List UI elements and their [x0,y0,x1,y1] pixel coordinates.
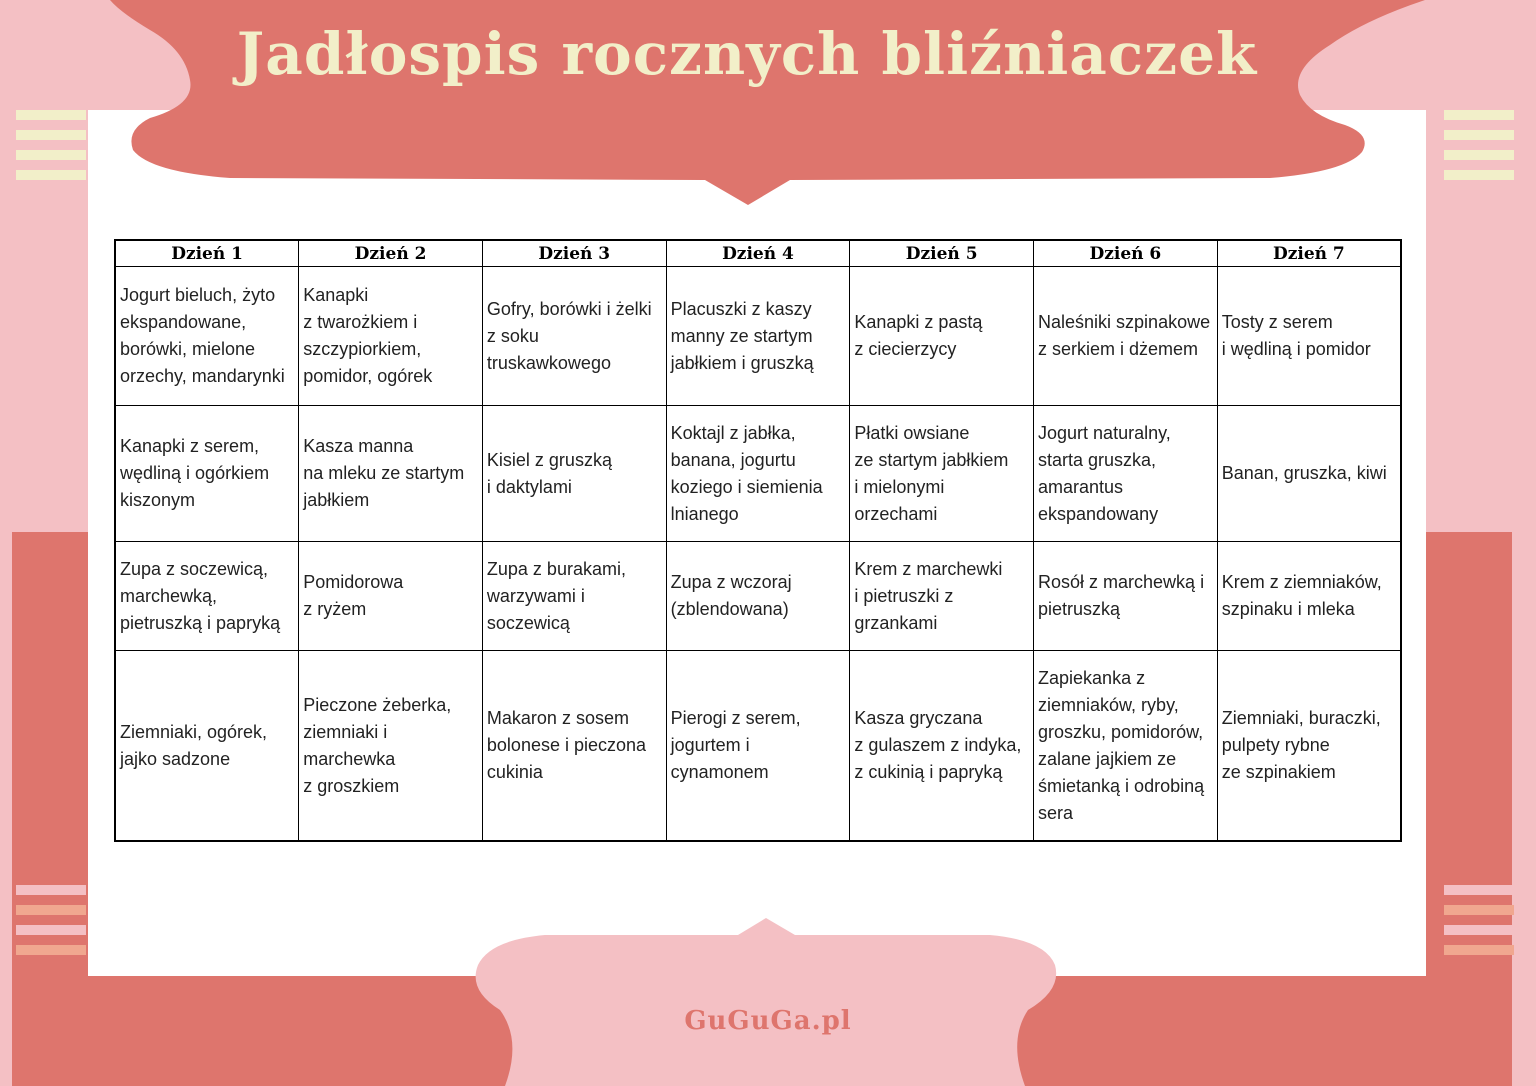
table-cell: Kanapki z twarożkiem i szczypiorkiem, pomidor, ogórek [299,267,483,406]
header-day-6: Dzień 6 [1034,240,1218,267]
table-header-row [115,240,1401,267]
table-cell: Koktajl z jabłka, banana, jogurtu koziego i siemienia lnianego [666,406,850,542]
table-cell: Kanapki z pastą z ciecierzycy [850,267,1034,406]
meal-plan-table [114,239,1402,842]
table-cell: Pierogi z serem, jogurtem i cynamonem [666,651,850,842]
table-row [115,267,1401,406]
table-cell: Rosół z marchewką i pietruszką [1034,542,1218,651]
table-cell: Pomidorowa z ryżem [299,542,483,651]
table-cell: Kasza gryczana z gulaszem z indyka, z cukinią i papryką [850,651,1034,842]
table-cell: Zupa z burakami, warzywami i soczewicą [482,542,666,651]
table-cell: Kisiel z gruszką i daktylami [482,406,666,542]
header-day-1: Dzień 1 [115,240,299,267]
table-row [115,406,1401,542]
table-cell: Kasza manna na mleku ze startym jabłkiem [299,406,483,542]
table-cell: Placuszki z kaszy manny ze startym jabłkiem i gruszką [666,267,850,406]
table-cell: Płatki owsiane ze startym jabłkiem i mielonymi orzechami [850,406,1034,542]
table-cell: Kanapki z serem, wędliną i ogórkiem kiszonym [115,406,299,542]
table-cell: Krem z marchewki i pietruszki z grzankami [850,542,1034,651]
header-day-5: Dzień 5 [850,240,1034,267]
table-cell: Tosty z serem i wędliną i pomidor [1217,267,1401,406]
table-cell: Krem z ziemniaków, szpinaku i mleka [1217,542,1401,651]
table-row [115,542,1401,651]
table-cell: Banan, gruszka, kiwi [1217,406,1401,542]
table-cell: Pieczone żeberka, ziemniaki i marchewka z groszkiem [299,651,483,842]
site-footer-logo[interactable]: GuGuGa.pl [684,1006,852,1036]
header-day-4: Dzień 4 [666,240,850,267]
table-cell: Jogurt bieluch, żyto ekspandowane, borówki, mielone orzechy, mandarynki [115,267,299,406]
table-cell: Gofry, borówki i żelki z soku truskawkowego [482,267,666,406]
table-cell: Zapiekanka z ziemniaków, ryby, groszku, pomidorów, zalane jajkiem ze śmietanką i odrobiną sera [1034,651,1218,842]
table-cell: Zupa z soczewicą, marchewką, pietruszką i papryką [115,542,299,651]
table-cell: Ziemniaki, ogórek, jajko sadzone [115,651,299,842]
header-day-2: Dzień 2 [299,240,483,267]
header-day-3: Dzień 3 [482,240,666,267]
table-cell: Naleśniki szpinakowe z serkiem i dżemem [1034,267,1218,406]
table-cell: Zupa z wczoraj (zblendowana) [666,542,850,651]
table-row [115,651,1401,842]
table-cell: Makaron z sosem bolonese i pieczona cukinia [482,651,666,842]
table-cell: Jogurt naturalny, starta gruszka, amarantus ekspandowany [1034,406,1218,542]
table-cell: Ziemniaki, buraczki, pulpety rybne ze szpinakiem [1217,651,1401,842]
page-title: Jadłospis rocznych bliźniaczek [236,20,1258,88]
header-day-7: Dzień 7 [1217,240,1401,267]
